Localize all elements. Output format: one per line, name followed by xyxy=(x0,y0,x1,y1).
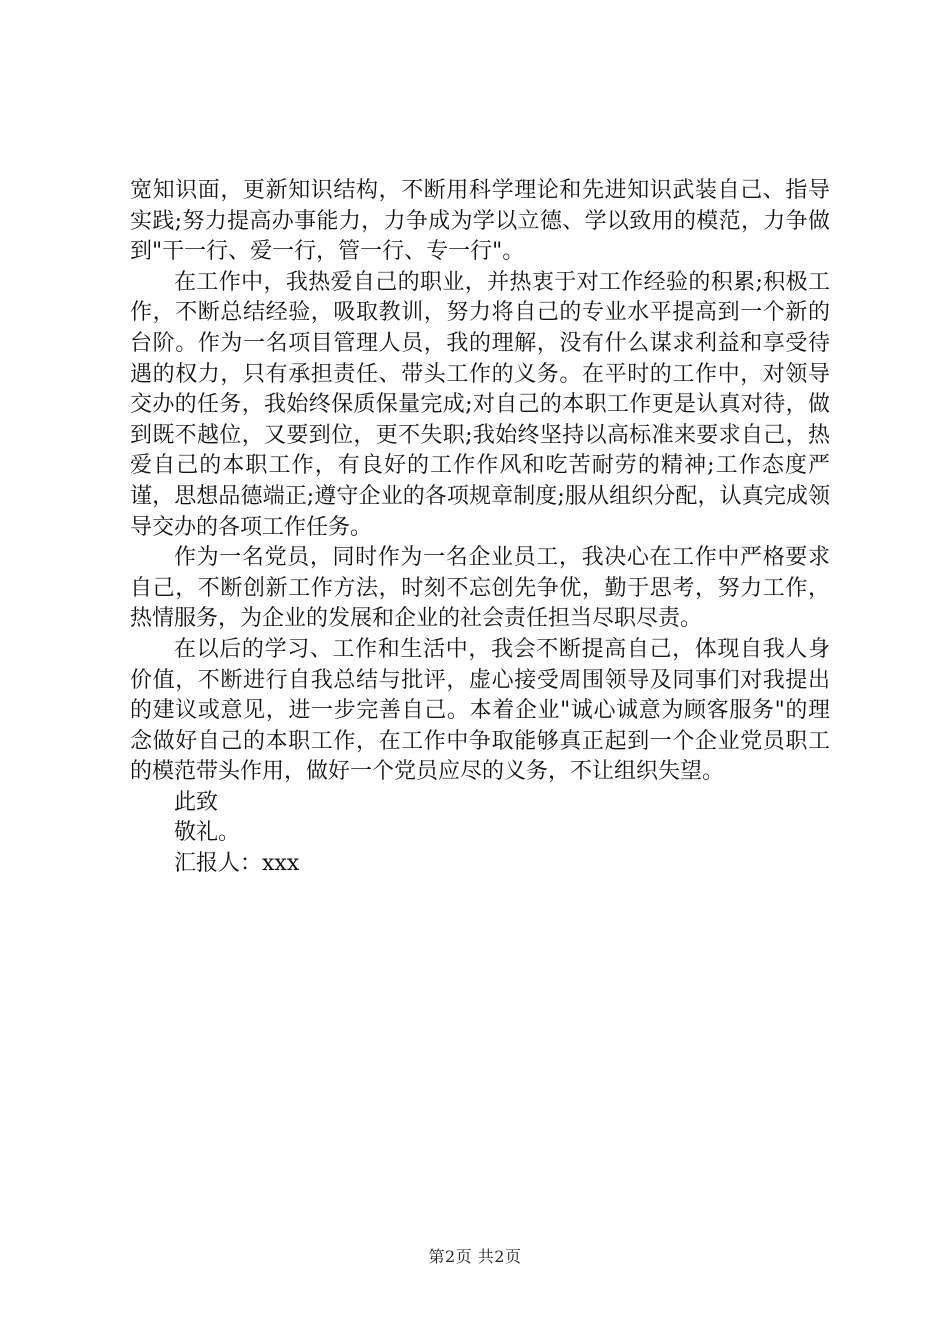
paragraph-work-attitude: 在工作中，我热爱自己的职业，并热衷于对工作经验的积累;积极工作，不断总结经验，吸取教训，努力将自己的专业水平提高到一个新的台阶。作为一名项目管理人员，我的理解，没有什么谋求利益和享受待遇的权力，只有承担责任、带头工作的义务。在平时的工作中，对领导交办的任务，我始终保质保量完成;对自己的本职工作更是认真对待，做到既不越位，又要到位，更不失职;我始终坚持以高标准来要求自己，热爱自己的本职工作，有良好的工作作风和吃苦耐劳的精神;工作态度严谨，思想品德端正;遵守企业的各项规章制度;服从组织分配，认真完成领导交办的各项工作任务。 xyxy=(130,269,830,540)
paragraph-future-improvement: 在以后的学习、工作和生活中，我会不断提高自己，体现自我人身价值，不断进行自我总结与批评，虚心接受周围领导及同事们对我提出的建议或意见，进一步完善自己。本着企业"诚心诚意为顾客服务"的理念做好自己的本职工作，在工作中争取能够真正起到一个企业党员职工的模范带头作用，做好一个党员应尽的义务，不让组织失望。 xyxy=(130,636,830,785)
paragraph-party-member-resolve: 作为一名党员，同时作为一名企业员工，我决心在工作中严格要求自己，不断创新工作方法，时刻不忘创先争优，勤于思考，努力工作，热情服务，为企业的发展和企业的社会责任担当尽职尽责。 xyxy=(130,545,830,632)
closing-salutation: 此致 xyxy=(174,789,219,815)
document-body xyxy=(130,176,830,880)
closing-signature: 汇报人：xxx xyxy=(174,851,300,877)
page-number-footer: 第2页 共2页 xyxy=(428,1247,522,1266)
closing-regards: 敬礼。 xyxy=(174,820,241,846)
paragraph-continuation: 宽知识面，更新知识结构，不断用科学理论和先进知识武装自己、指导实践;努力提高办事能力，力争成为学以立德、学以致用的模范，力争做到"干一行、爱一行，管一行、专一行"。 xyxy=(130,178,830,265)
